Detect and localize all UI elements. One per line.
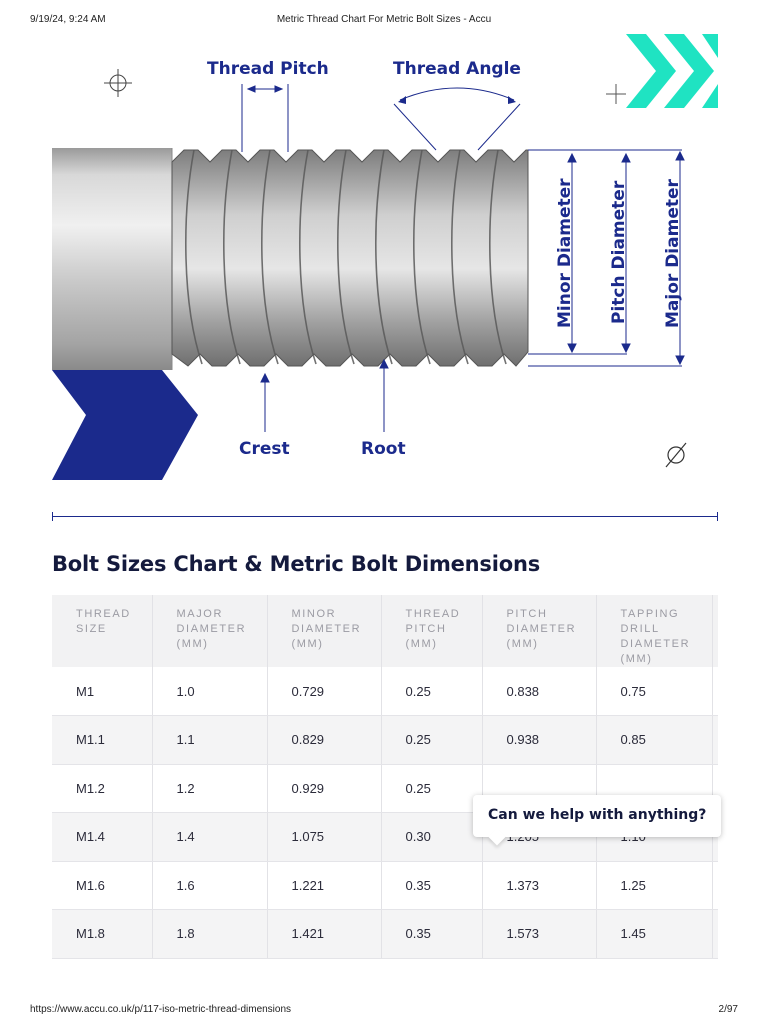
column-header-major-diameter: MAJOR DIAMETER (MM)	[152, 595, 267, 667]
major-diameter-label: Major Diameter	[663, 179, 683, 328]
table-cell: M1.6	[52, 861, 152, 910]
column-header-thread-size: THREAD SIZE	[52, 595, 152, 667]
chat-help-prompt[interactable]	[473, 795, 721, 837]
table-cell: 1.45	[596, 910, 712, 959]
table-cell: 0.35	[381, 910, 482, 959]
table-cell: 1.075	[267, 813, 381, 862]
brand-chevron-shape	[52, 370, 198, 480]
table-row	[52, 716, 718, 765]
table-cell-overflow	[712, 861, 718, 910]
table-cell: 0.25	[381, 764, 482, 813]
table-cell: 1.2	[152, 764, 267, 813]
brand-chevrons-icon	[626, 34, 718, 108]
table-cell: 0.30	[381, 813, 482, 862]
table-cell: 1.421	[267, 910, 381, 959]
print-page-title: Metric Thread Chart For Metric Bolt Sizes - Accu	[276, 14, 492, 25]
table-cell-overflow	[712, 910, 718, 959]
table-cell: 1.221	[267, 861, 381, 910]
column-header-tapping-drill-diameter: TAPPING DRILL DIAMETER (MM)	[596, 595, 712, 667]
column-header-overflow	[712, 595, 718, 667]
table-cell: 1.6	[152, 861, 267, 910]
table-cell: 1.1	[152, 716, 267, 765]
table-row	[52, 910, 718, 959]
table-cell: 1.0	[152, 667, 267, 716]
table-cell: M1.2	[52, 764, 152, 813]
table-cell: 0.25	[381, 667, 482, 716]
print-datetime: 9/19/24, 9:24 AM	[30, 14, 106, 25]
section-divider	[52, 512, 718, 522]
table-cell: 0.35	[381, 861, 482, 910]
thread-angle-label: Thread Angle	[393, 59, 521, 79]
print-url: https://www.accu.co.uk/p/117-iso-metric-thread-dimensions	[30, 1004, 292, 1015]
print-page-count: 2/97	[718, 1004, 738, 1015]
thread-pitch-label: Thread Pitch	[207, 59, 329, 79]
table-cell: M1	[52, 667, 152, 716]
table-cell: 0.929	[267, 764, 381, 813]
root-label: Root	[361, 439, 406, 459]
table-cell: 0.729	[267, 667, 381, 716]
table-cell: 0.938	[482, 716, 596, 765]
table-cell: 0.75	[596, 667, 712, 716]
pitch-diameter-label: Pitch Diameter	[609, 180, 629, 324]
table-cell: 0.829	[267, 716, 381, 765]
chat-help-label: Can we help with anything?	[488, 807, 707, 823]
table-cell: M1.8	[52, 910, 152, 959]
table-cell: 1.573	[482, 910, 596, 959]
table-header-row	[52, 595, 718, 667]
table-row	[52, 861, 718, 910]
table-cell: 1.8	[152, 910, 267, 959]
print-header	[0, 0, 768, 34]
table-cell-overflow	[712, 716, 718, 765]
diameter-icon	[666, 443, 686, 467]
crest-label: Crest	[239, 439, 290, 459]
print-footer	[0, 1000, 768, 1024]
table-cell: 1.25	[596, 861, 712, 910]
table-cell: M1.4	[52, 813, 152, 862]
table-row	[52, 667, 718, 716]
thread-diagram	[52, 34, 718, 482]
table-cell-overflow	[712, 667, 718, 716]
table-cell: 0.25	[381, 716, 482, 765]
table-cell: 0.838	[482, 667, 596, 716]
section-title: Bolt Sizes Chart & Metric Bolt Dimensions	[52, 552, 540, 576]
table-cell: 1.4	[152, 813, 267, 862]
table-cell: 1.373	[482, 861, 596, 910]
table-cell: M1.1	[52, 716, 152, 765]
plus-icon	[606, 84, 626, 104]
column-header-minor-diameter: MINOR DIAMETER (MM)	[267, 595, 381, 667]
table-cell: 0.85	[596, 716, 712, 765]
crosshair-icon	[104, 69, 132, 97]
minor-diameter-label: Minor Diameter	[555, 178, 575, 328]
column-header-pitch-diameter: PITCH DIAMETER (MM)	[482, 595, 596, 667]
column-header-thread-pitch: THREAD PITCH (MM)	[381, 595, 482, 667]
